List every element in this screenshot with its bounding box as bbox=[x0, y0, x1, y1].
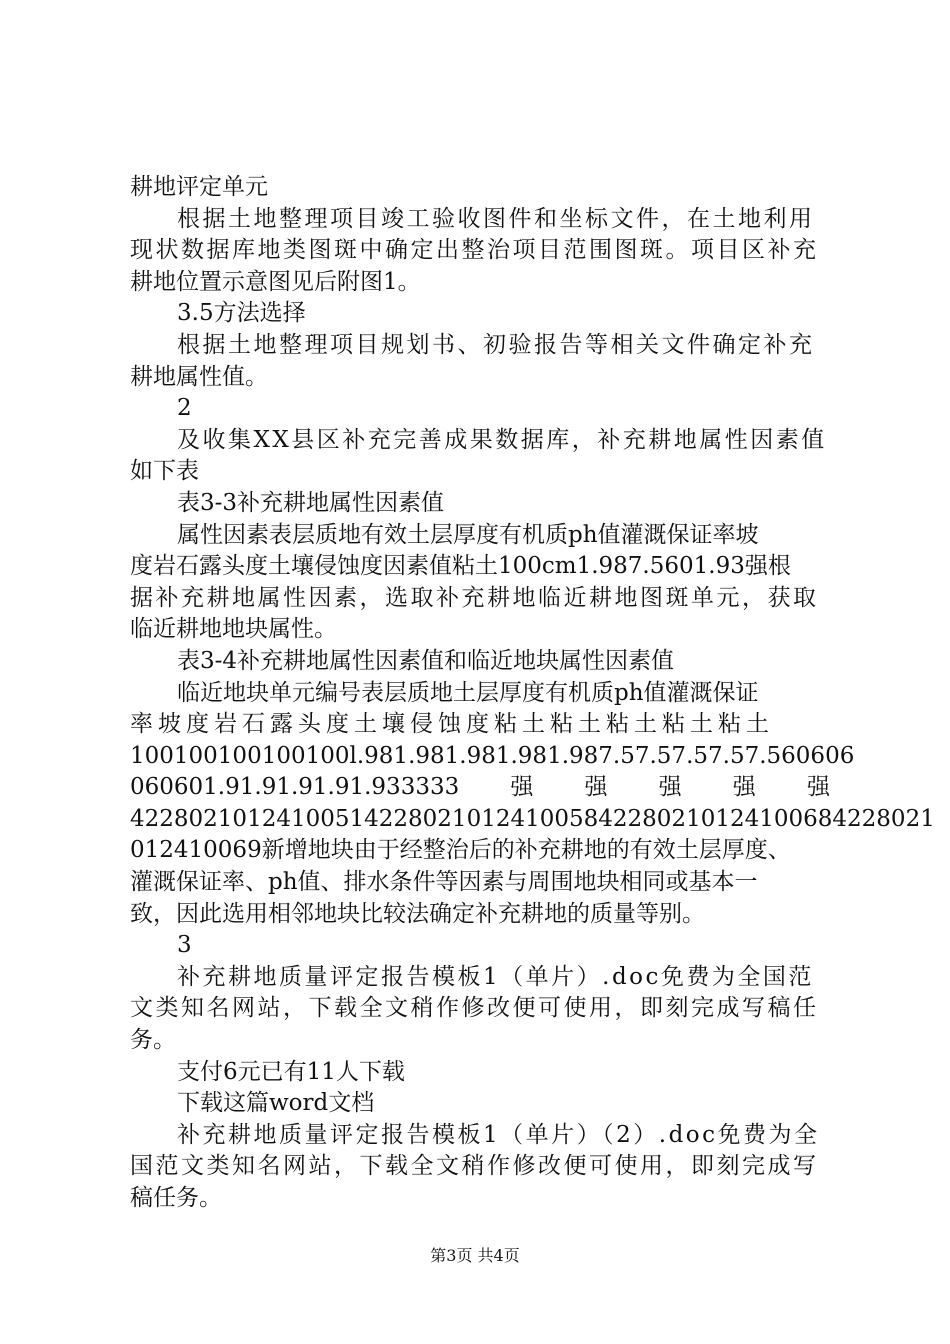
text-line: 致，因此选用相邻地块比较法确定补充耕地的质量等别。 bbox=[130, 900, 705, 927]
text-segment: 强 bbox=[510, 774, 534, 801]
text-line: 灌溉保证率、ph值、排水条件等因素与周围地块相同或基本一 bbox=[130, 869, 758, 896]
text-segment: 强 bbox=[806, 774, 830, 801]
text-segment: 强 bbox=[584, 774, 608, 801]
text-line: 率坡度岩石露头度土壤侵蚀度粘土粘土粘土粘土粘土 bbox=[130, 711, 774, 738]
download-link[interactable]: 下载这篇word文档 bbox=[177, 1090, 375, 1117]
text-line: 及收集XX县区补充完善成果数据库，补充耕地属性因素值 bbox=[177, 426, 827, 453]
text-line: 如下表 bbox=[130, 458, 199, 485]
text-segment: 强 bbox=[732, 774, 756, 801]
text-line: 耕地位置示意图见后附图1。 bbox=[130, 268, 421, 295]
text-line: 4228021012410051422802101241005842280210124100684228021 bbox=[130, 805, 935, 832]
page-number-inline: 2 bbox=[177, 395, 192, 422]
text-line: 务。 bbox=[130, 1027, 176, 1054]
section-heading: 3.5方法选择 bbox=[177, 300, 306, 327]
text-line: 根据土地整理项目竣工验收图件和坐标文件，在土地利用 bbox=[177, 205, 815, 232]
text-line: 补充耕地质量评定报告模板1（单片）.doc免费为全国范 bbox=[177, 963, 814, 990]
text-line: 根据土地整理项目规划书、初验报告等相关文件确定补充 bbox=[177, 331, 815, 358]
text-line: 文类知名网站，下载全文稍作修改便可使用，即刻完成写稿任 bbox=[130, 995, 819, 1022]
table-caption: 表3-3补充耕地属性因素值 bbox=[177, 489, 445, 516]
text-line: 现状数据库地类图斑中确定出整治项目范围图斑。项目区补充 bbox=[130, 237, 819, 264]
text-line: 据补充耕地属性因素，选取补充耕地临近耕地图斑单元，获取 bbox=[130, 584, 819, 611]
table-caption: 表3-4补充耕地属性因素值和临近地块属性因素值 bbox=[177, 647, 675, 674]
text-line: 临近地块单元编号表层质地土层厚度有机质ph值灌溉保证 bbox=[177, 679, 759, 706]
page-footer: 第3页 共4页 bbox=[430, 1246, 520, 1265]
text-line: 度岩石露头度土壤侵蚀度因素值粘土100cm1.987.5601.93强根 bbox=[130, 553, 791, 580]
text-segment: 强 bbox=[658, 774, 682, 801]
download-info: 支付6元已有11人下载 bbox=[177, 1058, 405, 1085]
text-line: 耕地属性值。 bbox=[130, 363, 268, 390]
page-number-inline: 3 bbox=[177, 932, 192, 959]
text-line: 稿任务。 bbox=[130, 1185, 222, 1211]
text-line: 国范文类知名网站，下载全文稍作修改便可使用，即刻完成写 bbox=[130, 1153, 819, 1180]
text-line: 耕地评定单元 bbox=[130, 174, 268, 200]
text-line: 补充耕地质量评定报告模板1（单片）（2）.doc免费为全 bbox=[177, 1121, 820, 1148]
document-body bbox=[130, 172, 935, 1215]
text-line: 属性因素表层质地有效土层厚度有机质ph值灌溉保证率坡 bbox=[177, 521, 759, 548]
text-line: 012410069新增地块由于经整治后的补充耕地的有效土层厚度、 bbox=[130, 837, 791, 864]
text-segment: 060601.91.91.91.91.933333 bbox=[130, 774, 460, 801]
text-line: 临近耕地地块属性。 bbox=[130, 616, 337, 643]
text-line bbox=[130, 772, 830, 804]
text-line: 100100100100100l.981.981.981.981.987.57.57.57.57.560606 bbox=[130, 742, 855, 769]
